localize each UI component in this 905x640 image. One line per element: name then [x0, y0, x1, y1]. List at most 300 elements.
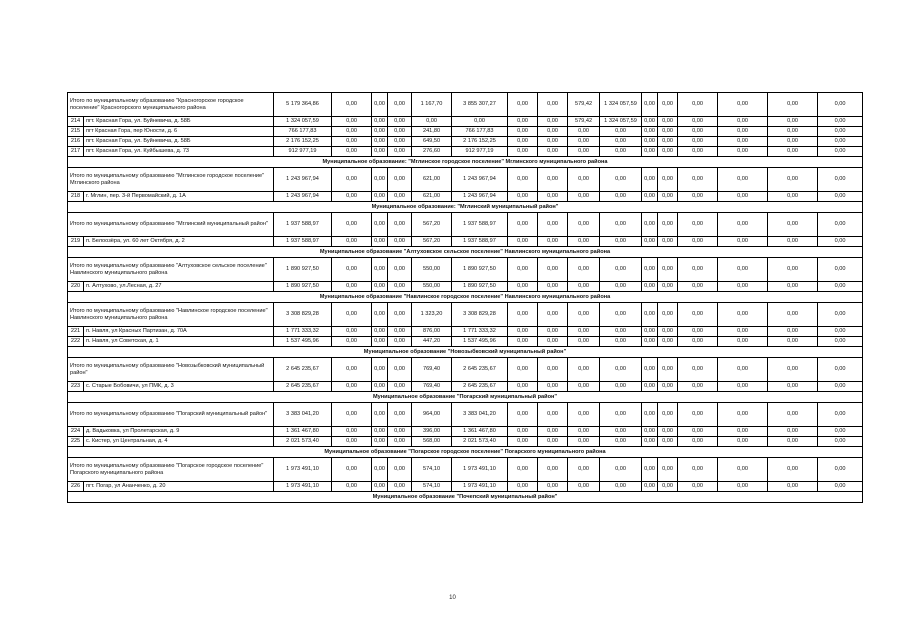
total-title: Итого по муниципальному образованию "Погарский муниципальный район" — [68, 403, 274, 427]
value-cell: 1 324 057,59 — [600, 93, 642, 117]
value-cell: 912 977,19 — [452, 147, 508, 157]
value-cell: 0,00 — [388, 147, 412, 157]
page-number: 10 — [449, 595, 456, 601]
value-cell: 0,00 — [332, 168, 372, 192]
value-cell: 0,00 — [642, 237, 658, 247]
value-cell: 0,00 — [538, 93, 568, 117]
value-cell: 0,00 — [718, 337, 768, 347]
value-cell: 0,00 — [658, 358, 678, 382]
value-cell: 1 324 057,59 — [274, 117, 332, 127]
total-title: Итого по муниципальному образованию "Красногорское городское поселение" Красногорского муниципального района — [68, 93, 274, 117]
value-cell: 0,00 — [372, 437, 388, 447]
value-cell: 0,00 — [508, 258, 538, 282]
value-cell: 1 243 967,94 — [452, 168, 508, 192]
value-cell: 0,00 — [508, 282, 538, 292]
value-cell: 1 324 057,59 — [600, 117, 642, 127]
value-cell: 0,00 — [642, 327, 658, 337]
value-cell: 0,00 — [768, 93, 818, 117]
value-cell: 0,00 — [508, 358, 538, 382]
value-cell: 567,20 — [412, 237, 452, 247]
row-number: 217 — [68, 147, 84, 157]
value-cell: 0,00 — [388, 437, 412, 447]
value-cell: 0,00 — [642, 458, 658, 482]
value-cell: 1 973 491,10 — [452, 482, 508, 492]
value-cell: 0,00 — [718, 168, 768, 192]
value-cell: 0,00 — [678, 303, 718, 327]
value-cell: 0,00 — [718, 427, 768, 437]
capital-repair-table — [67, 92, 863, 503]
value-cell: 0,00 — [678, 168, 718, 192]
value-cell: 0,00 — [538, 337, 568, 347]
value-cell: 0,00 — [718, 358, 768, 382]
value-cell: 0,00 — [642, 437, 658, 447]
value-cell: 0,00 — [818, 213, 863, 237]
value-cell: 0,00 — [768, 117, 818, 127]
value-cell: 0,00 — [678, 337, 718, 347]
value-cell: 0,00 — [642, 192, 658, 202]
building-address: д. Вадьковка, ул Пролетарская, д. 9 — [84, 427, 274, 437]
value-cell: 0,00 — [642, 127, 658, 137]
value-cell: 0,00 — [508, 237, 538, 247]
value-cell: 0,00 — [372, 127, 388, 137]
value-cell: 0,00 — [372, 258, 388, 282]
municipality-total-row — [68, 213, 863, 237]
value-cell: 0,00 — [600, 382, 642, 392]
value-cell: 0,00 — [372, 237, 388, 247]
value-cell: 0,00 — [600, 458, 642, 482]
value-cell: 1 537 495,96 — [452, 337, 508, 347]
value-cell: 0,00 — [388, 93, 412, 117]
value-cell: 0,00 — [678, 117, 718, 127]
row-number: 218 — [68, 192, 84, 202]
value-cell: 0,00 — [508, 482, 538, 492]
value-cell: 0,00 — [508, 458, 538, 482]
value-cell: 0,00 — [372, 192, 388, 202]
value-cell: 0,00 — [508, 327, 538, 337]
value-cell: 769,40 — [412, 382, 452, 392]
value-cell: 0,00 — [718, 282, 768, 292]
value-cell: 0,00 — [600, 358, 642, 382]
value-cell: 0,00 — [678, 437, 718, 447]
value-cell: 0,00 — [678, 237, 718, 247]
value-cell: 574,10 — [412, 482, 452, 492]
value-cell: 0,00 — [818, 458, 863, 482]
value-cell: 1 973 491,10 — [274, 482, 332, 492]
municipality-total-row — [68, 458, 863, 482]
building-row — [68, 382, 863, 392]
value-cell: 0,00 — [768, 382, 818, 392]
value-cell: 0,00 — [372, 327, 388, 337]
value-cell: 0,00 — [508, 93, 538, 117]
value-cell: 0,00 — [600, 303, 642, 327]
value-cell: 0,00 — [332, 117, 372, 127]
value-cell: 0,00 — [568, 427, 600, 437]
value-cell: 1 937 588,97 — [274, 237, 332, 247]
value-cell: 0,00 — [388, 403, 412, 427]
value-cell: 964,00 — [412, 403, 452, 427]
document-table-sheet — [67, 92, 846, 503]
value-cell: 0,00 — [678, 427, 718, 437]
value-cell: 0,00 — [678, 358, 718, 382]
value-cell: 0,00 — [372, 137, 388, 147]
value-cell: 0,00 — [388, 282, 412, 292]
value-cell: 3 308 829,28 — [452, 303, 508, 327]
value-cell: 0,00 — [718, 127, 768, 137]
value-cell: 0,00 — [678, 192, 718, 202]
value-cell: 0,00 — [568, 437, 600, 447]
value-cell: 0,00 — [768, 147, 818, 157]
value-cell: 0,00 — [678, 403, 718, 427]
building-row — [68, 437, 863, 447]
value-cell: 1 973 491,10 — [274, 458, 332, 482]
value-cell: 579,42 — [568, 117, 600, 127]
value-cell: 1 323,20 — [412, 303, 452, 327]
value-cell: 0,00 — [372, 458, 388, 482]
value-cell: 0,00 — [372, 168, 388, 192]
value-cell: 0,00 — [642, 168, 658, 192]
value-cell: 0,00 — [678, 327, 718, 337]
value-cell: 0,00 — [658, 437, 678, 447]
value-cell: 0,00 — [718, 482, 768, 492]
value-cell: 2 645 235,67 — [452, 358, 508, 382]
building-address: пгт Красная Гора, пер Юности, д. 6 — [84, 127, 274, 137]
value-cell: 0,00 — [538, 358, 568, 382]
value-cell: 550,00 — [412, 258, 452, 282]
value-cell: 1 537 495,96 — [274, 337, 332, 347]
value-cell: 0,00 — [658, 327, 678, 337]
value-cell: 0,00 — [768, 303, 818, 327]
value-cell: 0,00 — [568, 303, 600, 327]
value-cell: 0,00 — [658, 303, 678, 327]
value-cell: 0,00 — [508, 337, 538, 347]
value-cell: 0,00 — [508, 303, 538, 327]
value-cell: 0,00 — [718, 237, 768, 247]
value-cell: 0,00 — [508, 137, 538, 147]
value-cell: 0,00 — [768, 327, 818, 337]
building-row — [68, 192, 863, 202]
value-cell: 0,00 — [642, 303, 658, 327]
row-number: 226 — [68, 482, 84, 492]
value-cell: 0,00 — [332, 127, 372, 137]
value-cell: 3 855 307,27 — [452, 93, 508, 117]
value-cell: 0,00 — [568, 237, 600, 247]
value-cell: 0,00 — [600, 403, 642, 427]
value-cell: 0,00 — [658, 213, 678, 237]
value-cell: 0,00 — [718, 382, 768, 392]
value-cell: 0,00 — [658, 237, 678, 247]
value-cell: 0,00 — [538, 127, 568, 137]
value-cell: 0,00 — [508, 403, 538, 427]
value-cell: 2 645 235,67 — [274, 382, 332, 392]
value-cell: 0,00 — [568, 403, 600, 427]
value-cell: 0,00 — [388, 458, 412, 482]
value-cell: 0,00 — [768, 213, 818, 237]
building-row — [68, 237, 863, 247]
value-cell: 0,00 — [718, 327, 768, 337]
value-cell: 0,00 — [768, 282, 818, 292]
value-cell: 0,00 — [718, 458, 768, 482]
value-cell: 0,00 — [538, 458, 568, 482]
value-cell: 0,00 — [768, 427, 818, 437]
value-cell: 276,60 — [412, 147, 452, 157]
value-cell: 0,00 — [768, 168, 818, 192]
value-cell: 3 383 041,20 — [452, 403, 508, 427]
value-cell: 0,00 — [332, 403, 372, 427]
building-row — [68, 127, 863, 137]
value-cell: 0,00 — [678, 147, 718, 157]
value-cell: 0,00 — [658, 117, 678, 127]
value-cell: 0,00 — [568, 192, 600, 202]
value-cell: 0,00 — [568, 458, 600, 482]
value-cell: 241,80 — [412, 127, 452, 137]
value-cell: 0,00 — [678, 258, 718, 282]
value-cell: 0,00 — [658, 93, 678, 117]
value-cell: 0,00 — [568, 147, 600, 157]
value-cell: 0,00 — [388, 358, 412, 382]
row-number: 216 — [68, 137, 84, 147]
value-cell: 0,00 — [600, 258, 642, 282]
value-cell: 912 977,19 — [274, 147, 332, 157]
value-cell: 0,00 — [818, 258, 863, 282]
value-cell: 0,00 — [658, 127, 678, 137]
value-cell: 0,00 — [332, 258, 372, 282]
building-address: п. Алтухово, ул.Лесная, д. 27 — [84, 282, 274, 292]
value-cell: 0,00 — [388, 117, 412, 127]
value-cell: 0,00 — [818, 303, 863, 327]
value-cell: 0,00 — [818, 437, 863, 447]
value-cell: 0,00 — [678, 127, 718, 137]
municipality-total-row — [68, 93, 863, 117]
value-cell: 766 177,83 — [274, 127, 332, 137]
value-cell: 0,00 — [600, 127, 642, 137]
value-cell: 447,20 — [412, 337, 452, 347]
value-cell: 0,00 — [388, 137, 412, 147]
total-title: Итого по муниципальному образованию "Мглинское городское поселение" Мглинского района — [68, 168, 274, 192]
value-cell: 0,00 — [600, 147, 642, 157]
value-cell: 0,00 — [388, 482, 412, 492]
value-cell: 0,00 — [332, 437, 372, 447]
value-cell: 0,00 — [388, 237, 412, 247]
value-cell: 0,00 — [538, 137, 568, 147]
value-cell: 1 771 333,32 — [274, 327, 332, 337]
value-cell: 0,00 — [568, 327, 600, 337]
value-cell: 0,00 — [818, 482, 863, 492]
value-cell: 1 890 927,50 — [452, 258, 508, 282]
building-address: п. Навля, ул Красных Партизан, д. 70А — [84, 327, 274, 337]
value-cell: 0,00 — [718, 93, 768, 117]
value-cell: 0,00 — [538, 117, 568, 127]
value-cell: 2 176 152,25 — [274, 137, 332, 147]
value-cell: 0,00 — [768, 358, 818, 382]
value-cell: 0,00 — [600, 192, 642, 202]
value-cell: 0,00 — [718, 117, 768, 127]
value-cell: 0,00 — [332, 147, 372, 157]
value-cell: 2 645 235,67 — [274, 358, 332, 382]
value-cell: 0,00 — [600, 137, 642, 147]
value-cell: 0,00 — [568, 127, 600, 137]
value-cell: 0,00 — [568, 168, 600, 192]
value-cell: 0,00 — [678, 93, 718, 117]
value-cell: 0,00 — [768, 458, 818, 482]
value-cell: 0,00 — [642, 482, 658, 492]
value-cell: 621,00 — [412, 168, 452, 192]
value-cell: 0,00 — [818, 147, 863, 157]
value-cell: 0,00 — [768, 237, 818, 247]
value-cell: 0,00 — [642, 258, 658, 282]
value-cell: 1 973 491,10 — [452, 458, 508, 482]
value-cell: 574,10 — [412, 458, 452, 482]
value-cell: 1 361 467,80 — [452, 427, 508, 437]
value-cell: 1 243 967,94 — [274, 192, 332, 202]
value-cell: 0,00 — [818, 168, 863, 192]
row-number: 215 — [68, 127, 84, 137]
value-cell: 0,00 — [818, 327, 863, 337]
value-cell: 0,00 — [718, 258, 768, 282]
section-header-row — [68, 202, 863, 213]
value-cell: 0,00 — [568, 282, 600, 292]
value-cell: 0,00 — [600, 282, 642, 292]
value-cell: 0,00 — [600, 427, 642, 437]
value-cell: 0,00 — [508, 147, 538, 157]
building-row — [68, 427, 863, 437]
value-cell: 0,00 — [332, 337, 372, 347]
value-cell: 0,00 — [658, 147, 678, 157]
value-cell: 0,00 — [332, 358, 372, 382]
value-cell: 0,00 — [538, 168, 568, 192]
value-cell: 0,00 — [642, 337, 658, 347]
value-cell: 876,00 — [412, 327, 452, 337]
value-cell: 2 021 573,40 — [452, 437, 508, 447]
value-cell: 0,00 — [332, 427, 372, 437]
value-cell: 1 167,70 — [412, 93, 452, 117]
value-cell: 1 771 333,32 — [452, 327, 508, 337]
value-cell: 579,42 — [568, 93, 600, 117]
value-cell: 0,00 — [372, 427, 388, 437]
value-cell: 0,00 — [642, 358, 658, 382]
row-number: 219 — [68, 237, 84, 247]
total-title: Итого по муниципальному образованию "Навлинское городское поселение" Навлинского муниципального района — [68, 303, 274, 327]
section-title: Муниципальное образование: "Мглинский муниципальный район" — [68, 202, 863, 213]
value-cell: 0,00 — [332, 303, 372, 327]
building-address: п. Белоозёра, ул. 60 лет Октября, д. 2 — [84, 237, 274, 247]
value-cell: 0,00 — [332, 192, 372, 202]
municipality-total-row — [68, 168, 863, 192]
value-cell: 1 243 967,94 — [274, 168, 332, 192]
value-cell: 0,00 — [678, 458, 718, 482]
value-cell: 0,00 — [818, 192, 863, 202]
row-number: 225 — [68, 437, 84, 447]
value-cell: 0,00 — [508, 382, 538, 392]
value-cell: 2 645 235,67 — [452, 382, 508, 392]
value-cell: 1 890 927,50 — [274, 258, 332, 282]
section-title: Муниципальное образование "Погарский муниципальный район" — [68, 392, 863, 403]
row-number: 224 — [68, 427, 84, 437]
value-cell: 0,00 — [658, 403, 678, 427]
value-cell: 0,00 — [642, 403, 658, 427]
value-cell: 0,00 — [388, 337, 412, 347]
value-cell: 0,00 — [332, 382, 372, 392]
value-cell: 0,00 — [508, 437, 538, 447]
building-row — [68, 137, 863, 147]
value-cell: 0,00 — [332, 458, 372, 482]
row-number: 221 — [68, 327, 84, 337]
building-row — [68, 117, 863, 127]
value-cell: 0,00 — [818, 127, 863, 137]
value-cell: 0,00 — [678, 482, 718, 492]
value-cell: 0,00 — [718, 147, 768, 157]
value-cell: 0,00 — [372, 337, 388, 347]
value-cell: 0,00 — [678, 213, 718, 237]
value-cell: 0,00 — [718, 303, 768, 327]
value-cell: 568,00 — [412, 437, 452, 447]
row-number: 222 — [68, 337, 84, 347]
value-cell: 0,00 — [718, 437, 768, 447]
building-row — [68, 282, 863, 292]
value-cell: 0,00 — [568, 137, 600, 147]
municipality-total-row — [68, 358, 863, 382]
value-cell: 3 308 829,28 — [274, 303, 332, 327]
value-cell: 0,00 — [818, 358, 863, 382]
municipality-total-row — [68, 303, 863, 327]
value-cell: 0,00 — [508, 192, 538, 202]
section-title: Муниципальное образование "Алтуховское сельское поселение" Навлинского муниципального района — [68, 247, 863, 258]
total-title: Итого по муниципальному образованию "Алтуховское сельское поселение" Навлинского муниципального района — [68, 258, 274, 282]
value-cell: 0,00 — [568, 382, 600, 392]
value-cell: 0,00 — [718, 403, 768, 427]
value-cell: 0,00 — [332, 93, 372, 117]
value-cell: 0,00 — [818, 93, 863, 117]
value-cell: 0,00 — [658, 482, 678, 492]
value-cell: 0,00 — [642, 282, 658, 292]
value-cell: 0,00 — [658, 337, 678, 347]
section-title: Муниципальное образование "Погарское городское поселение" Погарского муниципального района — [68, 447, 863, 458]
section-header-row — [68, 247, 863, 258]
value-cell: 0,00 — [642, 137, 658, 147]
section-title: Муниципальное образование "Новозыбковский муниципальный район" — [68, 347, 863, 358]
value-cell: 0,00 — [538, 147, 568, 157]
value-cell: 0,00 — [600, 213, 642, 237]
value-cell: 0,00 — [388, 168, 412, 192]
section-header-row — [68, 447, 863, 458]
value-cell: 567,20 — [412, 213, 452, 237]
value-cell: 0,00 — [600, 337, 642, 347]
value-cell: 0,00 — [412, 117, 452, 127]
building-address: п. Навля, ул Советская, д. 1 — [84, 337, 274, 347]
building-address: пгт. Погар, ул Ананченко, д. 20 — [84, 482, 274, 492]
value-cell: 0,00 — [538, 303, 568, 327]
value-cell: 0,00 — [658, 427, 678, 437]
value-cell: 1 937 588,97 — [452, 237, 508, 247]
total-title: Итого по муниципальному образованию "Погарское городское поселение" Погарского муниципального района — [68, 458, 274, 482]
building-address: пгт. Красная Гора, ул. Буйневича, д. 58Б — [84, 117, 274, 127]
section-header-row — [68, 392, 863, 403]
building-address: г. Мглин, пер. 3-й Первомайский, д. 1А — [84, 192, 274, 202]
value-cell: 0,00 — [568, 482, 600, 492]
section-title: Муниципальное образование "Навлинское городское поселение" Навлинского муниципального района — [68, 292, 863, 303]
section-header-row — [68, 157, 863, 168]
value-cell: 0,00 — [658, 282, 678, 292]
value-cell: 0,00 — [538, 282, 568, 292]
value-cell: 766 177,83 — [452, 127, 508, 137]
value-cell: 0,00 — [372, 93, 388, 117]
value-cell: 0,00 — [372, 117, 388, 127]
value-cell: 396,00 — [412, 427, 452, 437]
value-cell: 0,00 — [332, 327, 372, 337]
value-cell: 0,00 — [508, 427, 538, 437]
value-cell: 0,00 — [642, 93, 658, 117]
value-cell: 1 243 967,94 — [452, 192, 508, 202]
value-cell: 0,00 — [642, 117, 658, 127]
